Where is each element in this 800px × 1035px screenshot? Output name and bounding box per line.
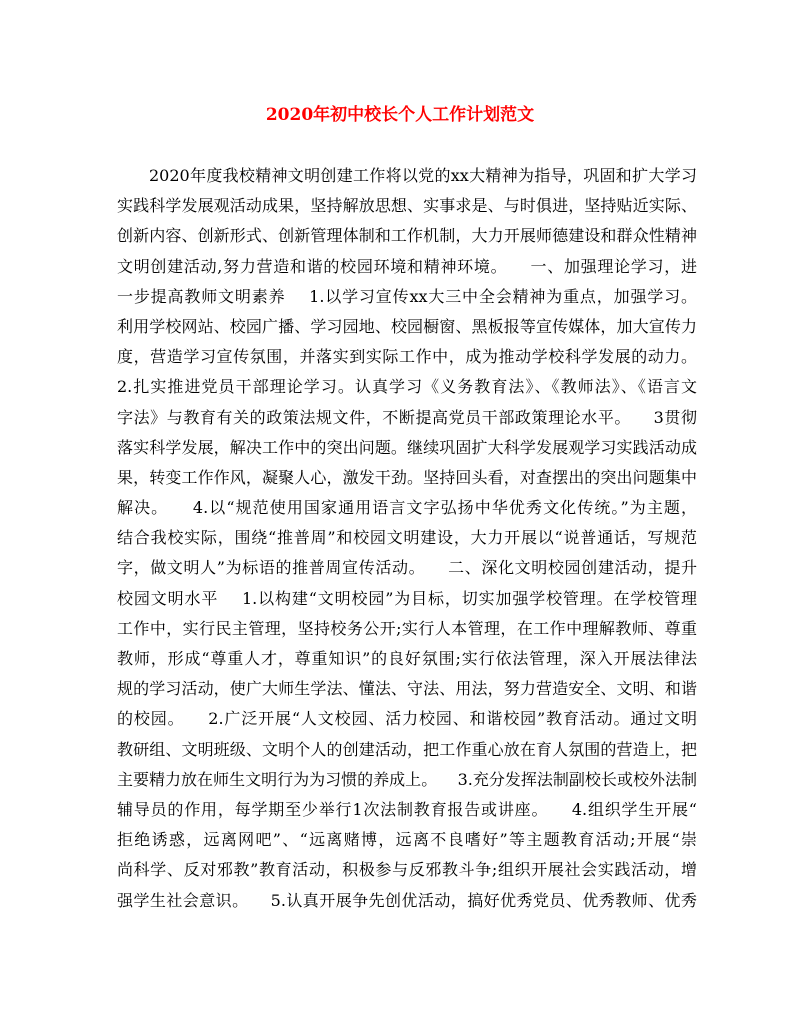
body-line: 尚科学、反对邪教”教育活动，积极参与反邪教斗争;组织开展社会实践活动，增 [117, 860, 697, 880]
body-line: 创新内容、创新形式、创新管理体制和工作机制，大力开展师德建设和群众性精神 [117, 226, 697, 246]
body-line: 规的学习活动，使广大师生学法、懂法、守法、用法，努力营造安全、文明、和谐 [117, 679, 697, 699]
body-line: 字，做文明人”为标语的推普周宣传活动。 二、深化文明校园创建活动，提升 [117, 558, 697, 578]
body-line: 辅导员的作用，每学期至少举行1次法制教育报告或讲座。 4.组织学生开展“ [117, 799, 697, 819]
body-line: 落实科学发展，解决工作中的突出问题。继续巩固扩大科学发展观学习实践活动成 [117, 437, 697, 457]
body-line: 校园文明水平 1.以构建“文明校园”为目标，切实加强学校管理。在学校管理 [117, 588, 697, 608]
document-body [117, 161, 697, 916]
body-line: 2020年度我校精神文明创建工作将以党的xx大精神为指导，巩固和扩大学习 [149, 166, 697, 185]
body-line: 解决。 4.以“规范使用国家通用语言文字弘扬中华优秀文化传统。”为主题， [117, 498, 697, 518]
body-line: 的校园。 2.广泛开展“人文校园、活力校园、和谐校园”教育活动。通过文明 [117, 709, 697, 729]
body-line: 结合我校实际，围绕“推普周”和校园文明建设，大力开展以“说普通话，写规范 [117, 528, 697, 548]
body-line: 教研组、文明班级、文明个人的创建活动，把工作重心放在育人氛围的营造上，把 [117, 739, 697, 759]
body-line: 利用学校网站、校园广播、学习园地、校园橱窗、黑板报等宣传媒体，加大宣传力 [117, 316, 697, 336]
body-line: 果，转变工作作风，凝聚人心，激发干劲。坚持回头看，对查摆出的突出问题集中 [117, 467, 697, 487]
body-line: 实践科学发展观活动成果，坚持解放思想、实事求是、与时俱进，坚持贴近实际、 [117, 196, 697, 216]
body-line: 度，营造学习宣传氛围，并落实到实际工作中，成为推动学校科学发展的动力。 [117, 347, 697, 367]
body-line: 教师，形成“尊重人才，尊重知识”的良好氛围;实行依法管理，深入开展法律法 [117, 649, 697, 668]
body-line: 2.扎实推进党员干部理论学习。认真学习《义务教育法》、《教师法》、《语言文 [117, 377, 697, 397]
document-title: 2020年初中校长个人工作计划范文 [265, 105, 535, 125]
body-line: 工作中，实行民主管理，坚持校务公开;实行人本管理，在工作中理解教师、尊重 [117, 618, 697, 638]
body-line: 拒绝诱惑，远离网吧”、“远离赌博，远离不良嗜好”等主题教育活动;开展“崇 [117, 830, 697, 850]
body-line: 主要精力放在师生文明行为为习惯的养成上。 3.充分发挥法制副校长或校外法制 [117, 769, 697, 789]
body-line: 文明创建活动,努力营造和谐的校园环境和精神环境。 一、加强理论学习，进 [117, 256, 697, 276]
body-line: 强学生社会意识。 5.认真开展争先创优活动，搞好优秀党员、优秀教师、优秀 [117, 890, 697, 910]
body-line: 一步提高教师文明素养 1.以学习宣传xx大三中全会精神为重点，加强学习。 [117, 286, 697, 306]
body-line: 字法》与教育有关的政策法规文件，不断提高党员干部政策理论水平。 3贯彻 [117, 407, 697, 427]
